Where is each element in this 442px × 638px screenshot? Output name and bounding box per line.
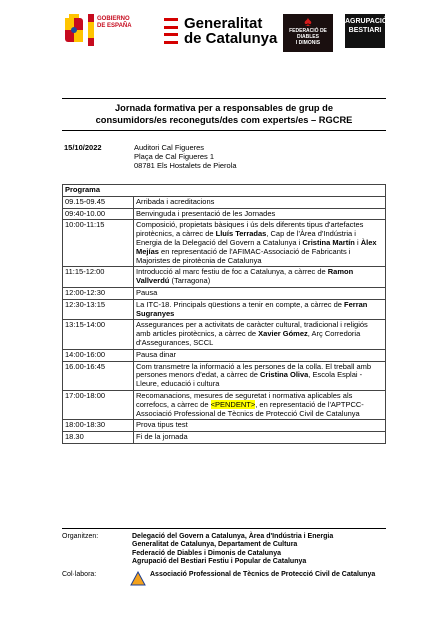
table-row: 18.30 Fi de la jornada bbox=[63, 432, 386, 444]
table-row: 16.00-16:45 Com transmetre la informació a les persones de la colla. El treball amb persones menors d'edat, a càrrec de Cristina Oliva, Escola Esplai - Lleure, educació i cultura bbox=[63, 361, 386, 390]
spain-coat-of-arms-icon bbox=[62, 14, 86, 46]
organitzen-row: Organitzen: Delegació del Govern a Catalunya, Àrea d'Indústria i Energia Generalitat de Catalunya, Departament de Cultura Federació de Diables i Dimonis de Catalunya Agrupació del Bestiari Festiu i Popular de Catalunya bbox=[62, 533, 334, 566]
program-table bbox=[62, 184, 386, 444]
table-row: 14:00-16:00 Pausa dinar bbox=[63, 349, 386, 361]
table-row: 13:15-14:00 Assegurances per a activitats de caràcter cultural, tradicional i religiós amb articles pirotècnics, a càrrec de Xavier Gómez, Arç Corredoria d'Assegurances, SCCL bbox=[63, 320, 386, 349]
title-line: consumidors/es reconeguts/des com experts/es – RGCRE bbox=[95, 115, 353, 125]
aptpcc-triangle-icon bbox=[130, 571, 146, 587]
table-row: 10:00-11:15 Composició, propietats bàsiques i ús dels diferents tipus d'artefactes pirotècnics, a càrrec de Lluís Terradas, Cap de l'Àrea d'Indústria i Energia de la Delegació del Govern a Catalunya i Cristina Martín i Àlex Mejías en representació de l'AFIMAC-Associació de Fabricants i Majoristes de pirotècnia de Catalunya bbox=[63, 220, 386, 267]
gobierno-text: GOBIERNO DE ESPAÑA bbox=[97, 16, 132, 29]
table-row: 18:00-18:30 Prova tipus test bbox=[63, 420, 386, 432]
table-row: 11:15-12:00 Introducció al marc festiu de foc a Catalunya, a càrrec de Ramon Vallverdú (Tarragona) bbox=[63, 267, 386, 288]
table-row: 12:00-12:30 Pausa bbox=[63, 287, 386, 299]
footer bbox=[62, 528, 386, 587]
devil-icon: ♠ bbox=[304, 13, 312, 29]
program-heading: Programa bbox=[63, 185, 386, 197]
event-place: Auditori Cal Figueres Plaça de Cal Figueres 1 08781 Els Hostalets de Pierola bbox=[134, 143, 237, 170]
document-title bbox=[62, 98, 386, 131]
table-row: 09.15-09.45 Arribada i acreditacions bbox=[63, 196, 386, 208]
pending-highlight: <PENDENT> bbox=[210, 399, 256, 409]
collabora-row: Col·labora: Associació Professional de Tècnics de Protecció Civil de Catalunya bbox=[62, 571, 386, 587]
gobierno-espana-logo bbox=[62, 14, 144, 50]
bestiari-logo: AGRUPACIÓ BESTIARI bbox=[345, 14, 385, 48]
spain-flag-stripe bbox=[88, 14, 94, 46]
generalitat-logo bbox=[164, 16, 277, 46]
generalitat-stripes-icon bbox=[164, 18, 178, 44]
title-line: Jornada formativa per a responsables de grup de bbox=[114, 103, 334, 113]
table-row: 17:00-18:00 Recomanacions, mesures de seguretat i normativa aplicables als correfocs, a càrrec de <PENDENT>, en representació de l'APTPCC-Associació Professional de Tècnics de Protecció Civil de Catalunya bbox=[63, 390, 386, 419]
event-date: 15/10/2022 bbox=[64, 143, 102, 152]
table-row: 12:30-13:15 La ITC-18. Principals qüestions a tenir en compte, a càrrec de Ferran Sugranyes bbox=[63, 299, 386, 320]
generalitat-name: Generalitat de Catalunya bbox=[184, 15, 278, 47]
header bbox=[0, 0, 442, 70]
event-info bbox=[62, 142, 386, 171]
table-row: 09:40-10.00 Benvinguda i presentació de les Jornades bbox=[63, 208, 386, 220]
organizers-list: Delegació del Govern a Catalunya, Àrea d'Indústria i Energia Generalitat de Catalunya, Departament de Cultura Federació de Diables i Dimonis de Catalunya Agrupació del Bestiari Festiu i Popular de Catalunya bbox=[132, 533, 334, 566]
federacio-diables-logo: ♠ FEDERACIÓ DE DIABLES I DIMONIS bbox=[283, 14, 333, 52]
